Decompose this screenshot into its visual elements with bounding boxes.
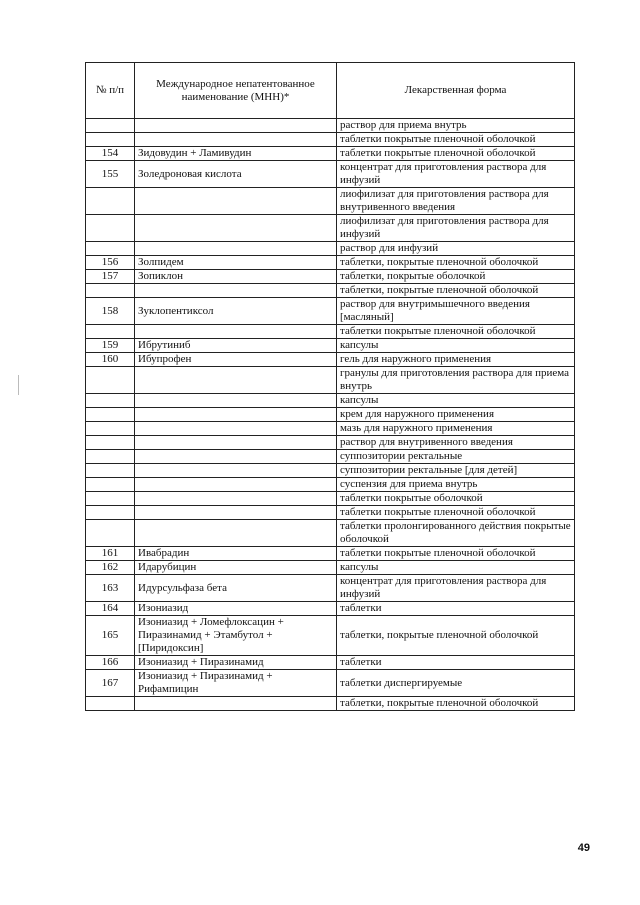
row-number xyxy=(86,394,135,408)
row-number xyxy=(86,478,135,492)
row-dosage-form: раствор для внутривенного введения xyxy=(337,436,575,450)
row-dosage-form: таблетки покрытые пленочной оболочкой xyxy=(337,133,575,147)
row-dosage-form: таблетки, покрытые пленочной оболочкой xyxy=(337,697,575,711)
row-dosage-form: таблетки диспергируемые xyxy=(337,670,575,697)
row-dosage-form: таблетки xyxy=(337,602,575,616)
row-number: 164 xyxy=(86,602,135,616)
row-dosage-form: суппозитории ректальные xyxy=(337,450,575,464)
row-number xyxy=(86,242,135,256)
header-form: Лекарственная форма xyxy=(337,63,575,119)
table-row xyxy=(86,520,575,547)
row-drug-name xyxy=(135,215,337,242)
row-dosage-form: гранулы для приготовления раствора для приема внутрь xyxy=(337,367,575,394)
drug-forms-table xyxy=(85,62,575,711)
row-drug-name: Золедроновая кислота xyxy=(135,161,337,188)
row-dosage-form: раствор для инфузий xyxy=(337,242,575,256)
row-number xyxy=(86,284,135,298)
row-number: 166 xyxy=(86,656,135,670)
table-row xyxy=(86,436,575,450)
row-dosage-form: капсулы xyxy=(337,394,575,408)
row-number xyxy=(86,133,135,147)
table-row xyxy=(86,325,575,339)
row-drug-name xyxy=(135,284,337,298)
row-drug-name xyxy=(135,394,337,408)
table-row xyxy=(86,547,575,561)
row-number: 159 xyxy=(86,339,135,353)
row-drug-name: Ибрутиниб xyxy=(135,339,337,353)
table-row xyxy=(86,394,575,408)
table-body xyxy=(86,119,575,711)
row-number xyxy=(86,215,135,242)
table-row xyxy=(86,284,575,298)
row-number: 157 xyxy=(86,270,135,284)
row-dosage-form: таблетки покрытые оболочкой xyxy=(337,492,575,506)
table-row xyxy=(86,506,575,520)
row-number xyxy=(86,506,135,520)
row-dosage-form: таблетки, покрытые пленочной оболочкой xyxy=(337,256,575,270)
row-number: 167 xyxy=(86,670,135,697)
row-number: 158 xyxy=(86,298,135,325)
row-dosage-form: таблетки пролонгированного действия покрытые оболочкой xyxy=(337,520,575,547)
row-drug-name xyxy=(135,450,337,464)
row-number xyxy=(86,188,135,215)
table-row xyxy=(86,256,575,270)
row-dosage-form: таблетки xyxy=(337,656,575,670)
table-row xyxy=(86,188,575,215)
row-number xyxy=(86,367,135,394)
table-row xyxy=(86,478,575,492)
row-number: 165 xyxy=(86,616,135,656)
row-drug-name: Зопиклон xyxy=(135,270,337,284)
row-dosage-form: таблетки, покрытые оболочкой xyxy=(337,270,575,284)
table-row xyxy=(86,161,575,188)
row-number xyxy=(86,697,135,711)
table-row xyxy=(86,408,575,422)
table-row xyxy=(86,133,575,147)
table-row xyxy=(86,575,575,602)
table-row xyxy=(86,242,575,256)
scan-edge-mark xyxy=(18,375,19,395)
row-drug-name xyxy=(135,408,337,422)
row-dosage-form: лиофилизат для приготовления раствора для внутривенного введения xyxy=(337,188,575,215)
table-row xyxy=(86,670,575,697)
row-dosage-form: суспензия для приема внутрь xyxy=(337,478,575,492)
row-number: 161 xyxy=(86,547,135,561)
row-number: 155 xyxy=(86,161,135,188)
row-number: 162 xyxy=(86,561,135,575)
table-row xyxy=(86,147,575,161)
row-dosage-form: раствор для внутримышечного введения [масляный] xyxy=(337,298,575,325)
row-drug-name xyxy=(135,697,337,711)
row-drug-name xyxy=(135,464,337,478)
row-number xyxy=(86,119,135,133)
row-dosage-form: крем для наружного применения xyxy=(337,408,575,422)
row-number xyxy=(86,492,135,506)
row-number: 163 xyxy=(86,575,135,602)
row-number xyxy=(86,450,135,464)
row-dosage-form: лиофилизат для приготовления раствора для инфузий xyxy=(337,215,575,242)
table-row xyxy=(86,298,575,325)
row-dosage-form: суппозитории ректальные [для детей] xyxy=(337,464,575,478)
row-drug-name xyxy=(135,242,337,256)
row-drug-name: Идурсульфаза бета xyxy=(135,575,337,602)
table-row xyxy=(86,339,575,353)
table-row xyxy=(86,616,575,656)
row-dosage-form: таблетки, покрытые пленочной оболочкой xyxy=(337,284,575,298)
table-row xyxy=(86,464,575,478)
table-row xyxy=(86,119,575,133)
row-drug-name xyxy=(135,133,337,147)
row-dosage-form: капсулы xyxy=(337,339,575,353)
row-dosage-form: таблетки, покрытые пленочной оболочкой xyxy=(337,616,575,656)
row-number: 160 xyxy=(86,353,135,367)
row-number xyxy=(86,408,135,422)
row-dosage-form: таблетки покрытые пленочной оболочкой xyxy=(337,547,575,561)
row-number: 154 xyxy=(86,147,135,161)
row-drug-name: Изониазид + Ломефлоксацин + Пиразинамид + Этамбутол + [Пиридоксин] xyxy=(135,616,337,656)
row-drug-name: Зуклопентиксол xyxy=(135,298,337,325)
table-row xyxy=(86,656,575,670)
row-drug-name xyxy=(135,422,337,436)
row-drug-name xyxy=(135,436,337,450)
row-drug-name: Изониазид xyxy=(135,602,337,616)
row-dosage-form: таблетки покрытые пленочной оболочкой xyxy=(337,147,575,161)
table-row xyxy=(86,422,575,436)
row-dosage-form: таблетки покрытые пленочной оболочкой xyxy=(337,506,575,520)
row-drug-name xyxy=(135,506,337,520)
row-drug-name: Золпидем xyxy=(135,256,337,270)
table-row xyxy=(86,492,575,506)
row-number xyxy=(86,325,135,339)
row-dosage-form: капсулы xyxy=(337,561,575,575)
row-drug-name xyxy=(135,119,337,133)
row-drug-name: Ибупрофен xyxy=(135,353,337,367)
table-row xyxy=(86,367,575,394)
row-drug-name xyxy=(135,188,337,215)
table-row xyxy=(86,697,575,711)
header-number: № п/п xyxy=(86,63,135,119)
row-drug-name xyxy=(135,492,337,506)
page-number: 49 xyxy=(577,842,590,854)
header-name: Международное непатентованное наименование (МНН)* xyxy=(135,63,337,119)
row-drug-name: Изониазид + Пиразинамид xyxy=(135,656,337,670)
row-number xyxy=(86,520,135,547)
row-dosage-form: мазь для наружного применения xyxy=(337,422,575,436)
table-row xyxy=(86,450,575,464)
row-drug-name xyxy=(135,367,337,394)
row-drug-name: Идарубицин xyxy=(135,561,337,575)
row-number: 156 xyxy=(86,256,135,270)
row-drug-name: Ивабрадин xyxy=(135,547,337,561)
row-number xyxy=(86,436,135,450)
row-dosage-form: таблетки покрытые пленочной оболочкой xyxy=(337,325,575,339)
table-row xyxy=(86,602,575,616)
row-drug-name xyxy=(135,478,337,492)
table-row xyxy=(86,353,575,367)
table-row xyxy=(86,215,575,242)
row-number xyxy=(86,464,135,478)
row-drug-name xyxy=(135,520,337,547)
row-dosage-form: гель для наружного применения xyxy=(337,353,575,367)
table-row xyxy=(86,270,575,284)
table-header-row xyxy=(86,63,575,119)
row-dosage-form: концентрат для приготовления раствора для инфузий xyxy=(337,575,575,602)
row-drug-name xyxy=(135,325,337,339)
row-drug-name: Изониазид + Пиразинамид + Рифампицин xyxy=(135,670,337,697)
row-dosage-form: раствор для приема внутрь xyxy=(337,119,575,133)
table-row xyxy=(86,561,575,575)
row-drug-name: Зидовудин + Ламивудин xyxy=(135,147,337,161)
row-number xyxy=(86,422,135,436)
row-dosage-form: концентрат для приготовления раствора для инфузий xyxy=(337,161,575,188)
